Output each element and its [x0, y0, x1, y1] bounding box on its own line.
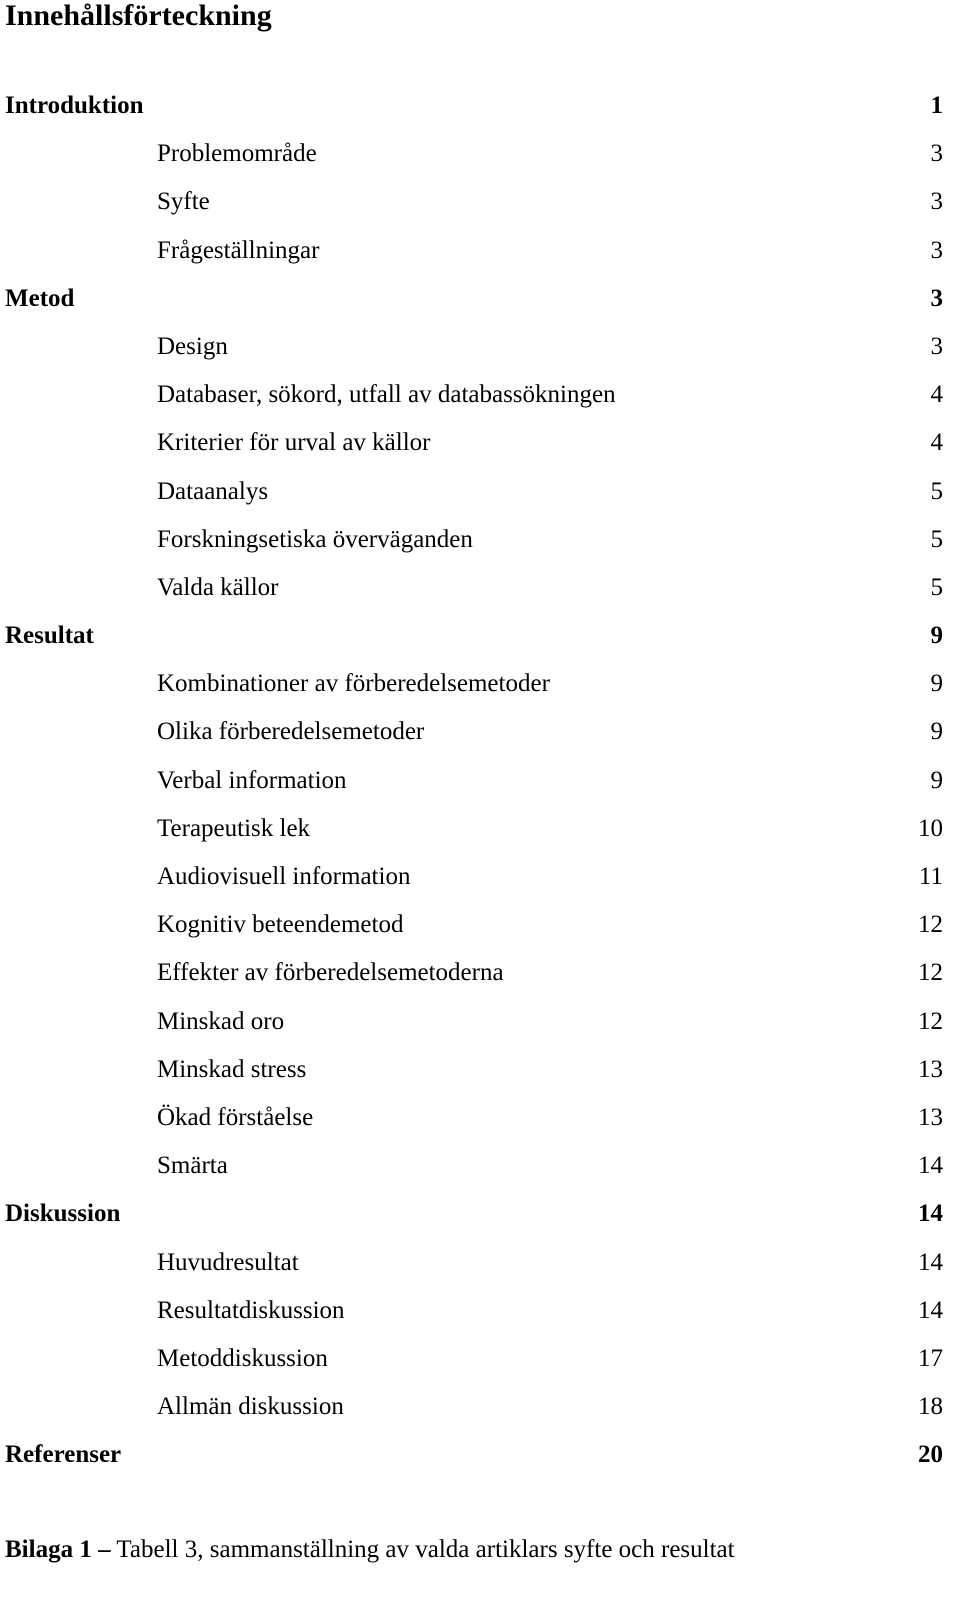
toc-subsection-row: [0, 998, 960, 1046]
toc-subsection-row: [0, 178, 960, 226]
toc-page-number: 3: [930, 236, 943, 264]
toc-entry-label: Terapeutisk lek: [157, 814, 311, 842]
toc-entry-label: Databaser, sökord, utfall av databassökningen: [157, 381, 616, 409]
toc-page-number: 9: [930, 718, 943, 746]
toc-section-row: [0, 82, 960, 130]
toc-subsection-row: [0, 949, 960, 997]
toc-page-number: 3: [930, 284, 943, 312]
toc-page-number: 1: [930, 92, 943, 119]
toc-page-number: 9: [930, 766, 943, 794]
toc-subsection-row: [0, 227, 960, 275]
toc-entry-label: Effekter av förberedelsemetoderna: [157, 959, 504, 987]
toc-subsection-row: [0, 805, 960, 853]
toc-entry-label: Forskningsetiska överväganden: [157, 525, 473, 553]
toc-subsection-row: [0, 419, 960, 467]
toc-subsection-row: [0, 130, 960, 178]
toc-entry-label: Audiovisuell information: [157, 863, 411, 890]
toc-entry-label: Huvudresultat: [157, 1248, 299, 1276]
toc-page-number: 10: [918, 814, 943, 842]
toc-subsection-row: [0, 1239, 960, 1287]
toc-page-number: 14: [918, 1200, 943, 1228]
toc-page-number: 12: [918, 1007, 943, 1035]
table-of-contents: [0, 82, 960, 1479]
toc-page-number: 13: [918, 1103, 943, 1131]
toc-section-row: [0, 1190, 960, 1238]
toc-entry-label: Kombinationer av förberedelsemetoder: [157, 670, 550, 698]
appendix-line: [5, 1530, 735, 1570]
toc-subsection-row: [0, 564, 960, 612]
toc-entry-label: Kriterier för urval av källor: [157, 429, 431, 457]
toc-page-number: 5: [930, 525, 943, 553]
toc-page-number: 14: [918, 1152, 943, 1180]
appendix-label: Bilaga 1: [5, 1536, 92, 1563]
toc-page-number: 4: [930, 429, 943, 457]
toc-subsection-row: [0, 1094, 960, 1142]
toc-page-number: 12: [918, 911, 943, 939]
toc-page-number: 17: [918, 1344, 943, 1372]
toc-entry-label: Design: [157, 332, 228, 360]
toc-page-number: 14: [918, 1248, 943, 1276]
toc-subsection-row: [0, 1383, 960, 1431]
toc-subsection-row: [0, 901, 960, 949]
toc-section-row: [0, 612, 960, 660]
toc-subsection-row: [0, 853, 960, 901]
page-title: Innehållsförteckning: [5, 0, 272, 32]
toc-page-number: 3: [930, 332, 943, 360]
toc-entry-label: Verbal information: [157, 766, 347, 794]
toc-entry-label: Allmän diskussion: [157, 1393, 344, 1421]
toc-page-number: 12: [918, 959, 943, 987]
toc-entry-label: Problemområde: [157, 140, 317, 168]
toc-page-number: 3: [930, 140, 943, 168]
toc-subsection-row: [0, 708, 960, 756]
toc-entry-label: Syfte: [157, 188, 210, 216]
toc-subsection-row: [0, 323, 960, 371]
toc-subsection-row: [0, 1046, 960, 1094]
toc-subsection-row: [0, 516, 960, 564]
toc-subsection-row: [0, 468, 960, 516]
toc-page-number: 5: [930, 573, 943, 601]
toc-subsection-row: [0, 660, 960, 708]
toc-page-number: 5: [930, 477, 943, 505]
toc-entry-label: Frågeställningar: [157, 236, 320, 264]
toc-entry-label: Minskad stress: [157, 1055, 307, 1083]
toc-entry-label: Referenser: [5, 1441, 122, 1469]
toc-entry-label: Ökad förståelse: [157, 1103, 314, 1131]
toc-entry-label: Dataanalys: [157, 477, 269, 505]
toc-page-number: 20: [918, 1441, 943, 1469]
toc-entry-label: Diskussion: [5, 1200, 121, 1228]
toc-page-number: 9: [930, 670, 943, 698]
toc-page-number: 18: [918, 1393, 943, 1421]
toc-entry-label: Kognitiv beteendemetod: [157, 911, 404, 939]
toc-subsection-row: [0, 1287, 960, 1335]
toc-subsection-row: [0, 371, 960, 419]
toc-page-number: 4: [930, 381, 943, 409]
toc-entry-label: Resultat: [5, 622, 94, 650]
toc-entry-label: Metod: [5, 284, 75, 312]
toc-page-number: 3: [930, 188, 943, 216]
toc-entry-label: Smärta: [157, 1152, 228, 1180]
toc-page-number: 11: [918, 863, 943, 890]
toc-entry-label: Metoddiskussion: [157, 1344, 328, 1372]
toc-page-number: 14: [918, 1296, 943, 1324]
toc-subsection-row: [0, 757, 960, 805]
appendix-dash: –: [98, 1536, 111, 1563]
appendix-text: Tabell 3, sammanställning av valda artiklars syfte och resultat: [116, 1536, 735, 1563]
toc-entry-label: Introduktion: [5, 92, 144, 119]
toc-subsection-row: [0, 1335, 960, 1383]
toc-page-number: 13: [918, 1055, 943, 1083]
toc-entry-label: Resultatdiskussion: [157, 1296, 345, 1324]
toc-page-number: 9: [930, 622, 943, 650]
toc-section-row: [0, 275, 960, 323]
toc-entry-label: Valda källor: [157, 573, 279, 601]
toc-entry-label: Minskad oro: [157, 1007, 285, 1035]
toc-section-row: [0, 1431, 960, 1479]
toc-entry-label: Olika förberedelsemetoder: [157, 718, 425, 746]
toc-subsection-row: [0, 1142, 960, 1190]
